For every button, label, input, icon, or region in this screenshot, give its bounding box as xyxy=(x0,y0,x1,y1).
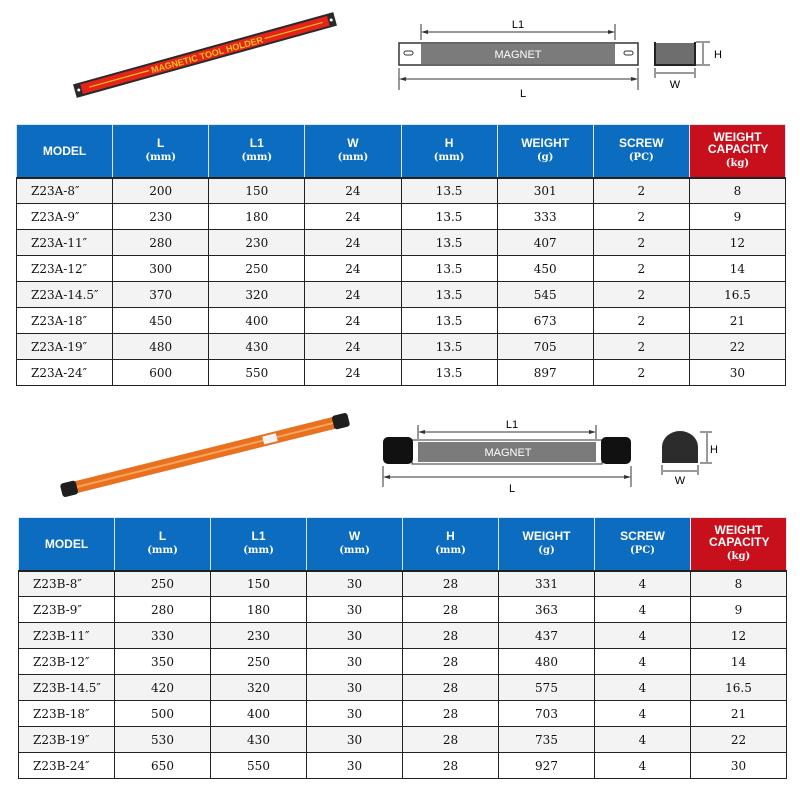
column-unit: (mm) xyxy=(435,545,466,557)
column-header xyxy=(689,125,785,178)
table-cell: 8 xyxy=(689,178,785,204)
table-row xyxy=(19,753,787,779)
diagram-label: H xyxy=(714,49,722,61)
column-header xyxy=(401,125,497,178)
table-cell: 150 xyxy=(209,178,305,204)
diagram-label: MAGNET xyxy=(484,447,532,459)
table-cell: 28 xyxy=(403,753,499,779)
table-cell: Z23A-19″ xyxy=(17,334,113,360)
diagram-label: W xyxy=(669,79,681,91)
column-title: WEIGHT CAPACITY xyxy=(709,523,770,550)
table-cell: 30 xyxy=(307,675,403,701)
table-cell: 4 xyxy=(595,727,691,753)
table-cell: 420 xyxy=(115,675,211,701)
table-cell: 30 xyxy=(307,623,403,649)
table-cell: 550 xyxy=(209,360,305,386)
column-title: W xyxy=(348,529,361,544)
table-cell: Z23A-9″ xyxy=(17,204,113,230)
diagram-label: H xyxy=(710,444,718,456)
table-cell: 21 xyxy=(691,701,787,727)
table-cell: 2 xyxy=(593,360,689,386)
table-cell: 14 xyxy=(691,649,787,675)
table-cell: 30 xyxy=(307,649,403,675)
column-unit: (kg) xyxy=(726,551,751,563)
table-cell: 24 xyxy=(305,204,401,230)
table-row xyxy=(17,230,786,256)
table-cell: 28 xyxy=(403,727,499,753)
table-row xyxy=(19,675,787,701)
table-row xyxy=(17,334,786,360)
table-cell: 9 xyxy=(689,204,785,230)
table-cell: 230 xyxy=(113,204,209,230)
table-cell: 180 xyxy=(209,204,305,230)
product-image-z23b xyxy=(55,400,365,510)
table-cell: 13.5 xyxy=(401,282,497,308)
table-cell: 28 xyxy=(403,675,499,701)
table-cell: 545 xyxy=(497,282,593,308)
column-title: WEIGHT CAPACITY xyxy=(707,130,769,157)
column-title: W xyxy=(347,136,359,151)
table-cell: 600 xyxy=(113,360,209,386)
table-cell: 550 xyxy=(211,753,307,779)
table-cell: 30 xyxy=(307,571,403,597)
table-cell: 22 xyxy=(691,727,787,753)
table-cell: 24 xyxy=(305,230,401,256)
table-row xyxy=(17,178,786,204)
table-cell: Z23A-14.5″ xyxy=(17,282,113,308)
table-cell: 4 xyxy=(595,701,691,727)
table-row xyxy=(19,597,787,623)
table-cell: 24 xyxy=(305,360,401,386)
table-cell: 28 xyxy=(403,701,499,727)
table-cell: 703 xyxy=(499,701,595,727)
table-cell: Z23A-18″ xyxy=(17,308,113,334)
table-cell: 13.5 xyxy=(401,230,497,256)
column-unit: (mm) xyxy=(147,545,178,557)
table-cell: 673 xyxy=(497,308,593,334)
table-cell: 230 xyxy=(209,230,305,256)
column-unit: (g) xyxy=(536,152,554,164)
table-cell: 705 xyxy=(497,334,593,360)
column-unit: (mm) xyxy=(339,545,370,557)
table-cell: Z23B-19″ xyxy=(19,727,115,753)
table-cell: 370 xyxy=(113,282,209,308)
table-cell: 13.5 xyxy=(401,360,497,386)
table-cell: 2 xyxy=(593,256,689,282)
table-cell: 300 xyxy=(113,256,209,282)
table-cell: 30 xyxy=(691,753,787,779)
table-cell: 24 xyxy=(305,334,401,360)
table-cell: Z23B-14.5″ xyxy=(19,675,115,701)
table-cell: 13.5 xyxy=(401,256,497,282)
table-cell: 180 xyxy=(211,597,307,623)
table-cell: 450 xyxy=(113,308,209,334)
table-cell: 2 xyxy=(593,178,689,204)
table-cell: 430 xyxy=(209,334,305,360)
table-row xyxy=(17,360,786,386)
column-header xyxy=(497,125,593,178)
table-cell: 280 xyxy=(115,597,211,623)
column-header xyxy=(595,518,691,571)
table-cell: 250 xyxy=(115,571,211,597)
table-cell: Z23B-8″ xyxy=(19,571,115,597)
table-cell: Z23B-18″ xyxy=(19,701,115,727)
table-cell: Z23B-12″ xyxy=(19,649,115,675)
dimension-diagram-z23b xyxy=(370,405,730,495)
column-header xyxy=(19,518,115,571)
table-cell: 28 xyxy=(403,597,499,623)
diagram-label: L xyxy=(508,483,516,495)
table-cell: 30 xyxy=(307,753,403,779)
table-cell: 4 xyxy=(595,675,691,701)
column-unit: (mm) xyxy=(433,152,465,164)
table-cell: Z23A-11″ xyxy=(17,230,113,256)
table-cell: Z23A-12″ xyxy=(17,256,113,282)
column-title: H xyxy=(444,136,454,151)
column-unit: (kg) xyxy=(725,158,750,170)
table-cell: 8 xyxy=(691,571,787,597)
table-cell: 2 xyxy=(593,334,689,360)
table-cell: 650 xyxy=(115,753,211,779)
table-cell: 13.5 xyxy=(401,308,497,334)
table-cell: 480 xyxy=(113,334,209,360)
column-header xyxy=(593,125,689,178)
table-cell: 500 xyxy=(115,701,211,727)
table-cell: 230 xyxy=(211,623,307,649)
column-unit: (mm) xyxy=(337,152,369,164)
table-cell: 331 xyxy=(499,571,595,597)
column-title: L1 xyxy=(249,136,264,151)
table-cell: 530 xyxy=(115,727,211,753)
table-cell: 22 xyxy=(689,334,785,360)
table-cell: 430 xyxy=(211,727,307,753)
column-header xyxy=(305,125,401,178)
table-cell: 735 xyxy=(499,727,595,753)
column-header xyxy=(209,125,305,178)
column-title: WEIGHT xyxy=(522,529,571,544)
column-unit: (g) xyxy=(538,545,555,557)
table-cell: 14 xyxy=(689,256,785,282)
table-cell: 16.5 xyxy=(689,282,785,308)
dimension-diagram-z23a xyxy=(380,10,720,100)
table-row xyxy=(19,727,787,753)
column-header xyxy=(691,518,787,571)
diagram-label: L xyxy=(519,88,527,100)
table-cell: 407 xyxy=(497,230,593,256)
table-cell: 250 xyxy=(209,256,305,282)
column-unit: (PC) xyxy=(628,152,654,164)
table-cell: 28 xyxy=(403,649,499,675)
table-cell: 4 xyxy=(595,623,691,649)
spec-table-z23b xyxy=(18,517,787,779)
table-cell: Z23A-24″ xyxy=(17,360,113,386)
table-cell: 30 xyxy=(307,701,403,727)
table-cell: 480 xyxy=(499,649,595,675)
column-title: MODEL xyxy=(44,536,89,551)
column-header xyxy=(115,518,211,571)
table-cell: 400 xyxy=(209,308,305,334)
column-title: SCREW xyxy=(618,136,664,151)
diagram-label: W xyxy=(674,475,686,487)
column-header xyxy=(113,125,209,178)
column-unit: (mm) xyxy=(243,545,274,557)
table-cell: Z23B-11″ xyxy=(19,623,115,649)
table-cell: 927 xyxy=(499,753,595,779)
column-title: MODEL xyxy=(42,143,87,158)
table-row xyxy=(17,308,786,334)
column-header xyxy=(17,125,113,178)
table-cell: 333 xyxy=(497,204,593,230)
table-cell: 2 xyxy=(593,282,689,308)
product-image-z23a xyxy=(60,0,350,110)
table-cell: 24 xyxy=(305,308,401,334)
table-cell: 4 xyxy=(595,649,691,675)
table-cell: 13.5 xyxy=(401,178,497,204)
table-cell: 363 xyxy=(499,597,595,623)
table-cell: 2 xyxy=(593,308,689,334)
table-cell: 28 xyxy=(403,623,499,649)
column-unit: (mm) xyxy=(145,152,176,164)
table-cell: 250 xyxy=(211,649,307,675)
table-cell: 320 xyxy=(211,675,307,701)
table-cell: 24 xyxy=(305,256,401,282)
table-cell: 30 xyxy=(689,360,785,386)
table-cell: 330 xyxy=(115,623,211,649)
diagram-label: L1 xyxy=(505,419,519,431)
table-cell: 12 xyxy=(689,230,785,256)
column-unit: (mm) xyxy=(241,152,273,164)
column-title: H xyxy=(446,529,455,544)
table-cell: 13.5 xyxy=(401,334,497,360)
table-cell: 24 xyxy=(305,282,401,308)
column-header xyxy=(211,518,307,571)
table-cell: 28 xyxy=(403,571,499,597)
column-title: L xyxy=(158,529,167,544)
column-title: WEIGHT xyxy=(521,136,570,151)
header-row xyxy=(17,125,786,178)
table-row xyxy=(17,282,786,308)
table-cell: 4 xyxy=(595,753,691,779)
table-cell: 200 xyxy=(113,178,209,204)
column-header xyxy=(403,518,499,571)
table-cell: 2 xyxy=(593,230,689,256)
table-cell: 280 xyxy=(113,230,209,256)
table-cell: 450 xyxy=(497,256,593,282)
column-unit: (PC) xyxy=(630,545,655,557)
table-cell: 897 xyxy=(497,360,593,386)
table-cell: 4 xyxy=(595,597,691,623)
table-row xyxy=(17,204,786,230)
table-cell: Z23A-8″ xyxy=(17,178,113,204)
column-header xyxy=(307,518,403,571)
table-cell: 4 xyxy=(595,571,691,597)
spec-table-z23a xyxy=(16,124,786,386)
table-row xyxy=(19,623,787,649)
table-cell: 30 xyxy=(307,597,403,623)
table-row xyxy=(17,256,786,282)
table-cell: 24 xyxy=(305,178,401,204)
diagram-label: MAGNET xyxy=(494,49,542,61)
table-cell: 30 xyxy=(307,727,403,753)
column-title: SCREW xyxy=(620,529,665,544)
table-cell: 320 xyxy=(209,282,305,308)
table-cell: 21 xyxy=(689,308,785,334)
table-cell: 301 xyxy=(497,178,593,204)
table-cell: Z23B-24″ xyxy=(19,753,115,779)
column-header xyxy=(499,518,595,571)
table-row xyxy=(19,701,787,727)
table-cell: 437 xyxy=(499,623,595,649)
table-cell: 12 xyxy=(691,623,787,649)
table-cell: 400 xyxy=(211,701,307,727)
column-title: L1 xyxy=(251,529,266,544)
table-row xyxy=(19,649,787,675)
column-title: L xyxy=(157,136,165,151)
table-row xyxy=(19,571,787,597)
table-cell: 575 xyxy=(499,675,595,701)
table-cell: 150 xyxy=(211,571,307,597)
product-label: MAGNETIC TOOL HOLDER xyxy=(149,34,265,76)
table-cell: 16.5 xyxy=(691,675,787,701)
table-cell: 350 xyxy=(115,649,211,675)
table-cell: 9 xyxy=(691,597,787,623)
table-cell: 13.5 xyxy=(401,204,497,230)
header-row xyxy=(19,518,787,571)
table-cell: 2 xyxy=(593,204,689,230)
table-cell: Z23B-9″ xyxy=(19,597,115,623)
diagram-label: L1 xyxy=(511,19,525,31)
